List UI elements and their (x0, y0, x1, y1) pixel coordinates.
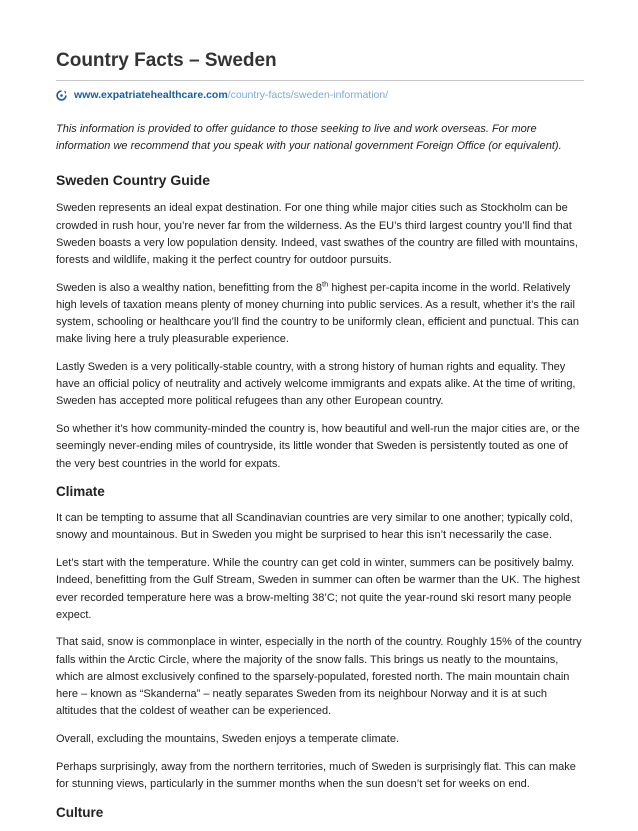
climate-paragraph-5: Perhaps surprisingly, away from the northern territories, much of Sweden is surprisingly flat. This can make for stunning views, particularly in the summer months when the sun doesn’t set for weeks on end. (56, 760, 576, 790)
title-divider (56, 80, 584, 81)
guide-paragraph-4: So whether it’s how community-minded the country is, how beautiful and well-run the major cities are, or the seemingly never-ending miles of countryside, its little wonder that Sweden is persistently touted as one of the very best countries in the world for expats. (56, 423, 580, 470)
guide-paragraph-2 (56, 280, 584, 349)
intro-disclaimer: This information is provided to offer guidance to those seeking to live and work overseas. For more information we recommend that you speak with your national government Foreign Office (or equivalent). (56, 123, 562, 153)
guide-paragraph-1: Sweden represents an ideal expat destination. For one thing while major cities such as Stockholm can be crowded in rush hour, you’re never far from the wilderness. As the EU’s third largest country you’ll find that Sweden boasts a very low population density. Indeed, vast swathes of the country are filled with mountains, forests and wildlife, making it the perfect country for outdoor pursuits. (56, 202, 578, 267)
section-heading-culture: Culture (56, 804, 104, 820)
url-host[interactable]: www.expatriatehealthcare.com (74, 89, 228, 101)
climate-paragraph-4: Overall, excluding the mountains, Sweden enjoys a temperate climate. (56, 732, 400, 745)
source-url[interactable] (56, 87, 388, 103)
climate-paragraph-2: Let’s start with the temperature. While the country can get cold in winter, summers can be positively balmy. Indeed, benefitting from the Gulf Stream, Sweden in summer can often be warmer than the UK. The highest ever recorded temperature here was a brow-melting 38’C; not quite the year-round ski resort many people expect. (56, 557, 580, 621)
ordinal-superscript: th (322, 279, 329, 289)
section-heading-climate: Climate (56, 484, 105, 500)
article-body (56, 121, 584, 831)
guide-paragraph-3: Lastly Sweden is a very politically-stable country, with a strong history of human rights and equality. They have an official policy of neutrality and actively welcome immigrants and expats alike. At the time of writing, Sweden has accepted more political refugees than any other European country. (56, 361, 576, 408)
guide-p2-after: highest per-capita income in the world. Relatively high levels of taxation means plenty of money churning into public services. As a result, whether it’s the rail system, schooling or healthcare you’ll find the country to be uniformly clean, efficient and punctual. This can make living here a truly pleasurable experience. (56, 281, 579, 346)
section-heading-guide: Sweden Country Guide (56, 172, 211, 189)
climate-paragraph-3: That said, snow is commonplace in winter, especially in the north of the country. Roughly 15% of the country falls within the Arctic Circle, where the majority of the snow falls. This brings us neatly to the mountains, which are almost exclusively confined to the sparsely-populated, forested north. The main mountain chain here – known as “Skanderna” – neatly separates Sweden from its neighbour Norway and it is at such altitudes that the coldest of weather can be experienced. (56, 636, 582, 718)
url-path[interactable]: /country-facts/sweden-information/ (227, 89, 389, 101)
refresh-link-icon (56, 90, 67, 101)
page-title: Country Facts – Sweden (56, 50, 277, 71)
climate-paragraph-1: It can be tempting to assume that all Scandinavian countries are very similar to one another; typically cold, snowy and mountainous. But in Sweden you might be surprised to hear this isn’t necessarily the case. (56, 512, 573, 542)
guide-p2-before: Sweden is also a wealthy nation, benefitting from the 8 (56, 281, 322, 294)
